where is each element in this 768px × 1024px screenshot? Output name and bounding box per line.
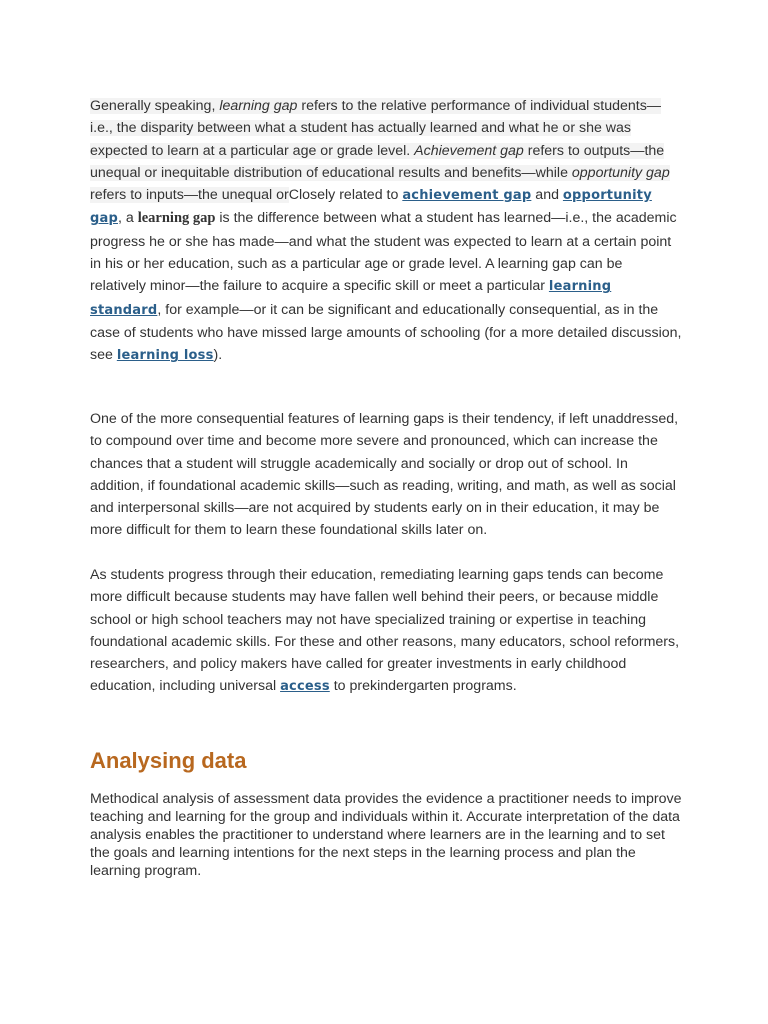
paragraph-analysing-data: Methodical analysis of assessment data provides the evidence a practitioner needs to improve teaching and learning for the group and individuals within it. Accurate interpretation of the data analysis enables the practitioner to understand where learners are in the learning and to set the goals and learning intentions for the next steps in the learning process and plan the learning program. — [90, 791, 682, 879]
link-access[interactable]: access — [280, 679, 330, 695]
link-learning-loss[interactable]: learning loss — [116, 348, 214, 364]
link-learning-standard[interactable]: learning standard — [90, 279, 612, 318]
section-heading-analysing-data: Analysing data — [90, 748, 247, 773]
paragraph-consequences: One of the more consequential features of learning gaps is their tendency, if left unaddressed, to compound over time and become more severe and pronounced, which can increase the chances that a student will struggle academically and socially or drop out of school. In addition, if foundational academic skills—such as reading, writing, and math, as well as social and interpersonal skills—are not acquired by students early on in their education, it may be more difficult for them to learn these foundational skills later on. — [90, 411, 679, 539]
link-achievement-gap[interactable]: achievement gap — [402, 188, 532, 204]
paragraph-remediation: As students progress through their education, remediating learning gaps tends can become more difficult because students may have fallen well behind their peers, or because middle school or high school teachers may not have specialized training or expertise in teaching foundational academic skills. For these and other reasons, many educators, school reformers, researchers, and policy makers have called for greater investments in early childhood education, including universal access to prekindergarten programs. — [90, 567, 680, 695]
paragraph-learning-gap-definition: Generally speaking, learning gap refers to the relative performance of individual students—i.e., the disparity between what a student has actually learned and what he or she was expected to learn at a particular age or grade level. Achievement gap refers to outputs—the unequal or inequitable distribution of educational results and benefits—while opportunity gap refers to inputs—the unequal orClosely related to achievement gap and opportunity gap, a learning gap is the difference between what a student has learned—i.e., the academic progress he or she has made—and what the student was expected to learn at a certain point in his or her education, such as a particular age or grade level. A learning gap can be relatively minor—the failure to acquire a specific skill or meet a particular learning standard, for example—or it can be significant and educationally consequential, as in the case of students who have missed large amounts of schooling (for a more detailed discussion, see learning loss). — [90, 98, 682, 364]
highlighted-passage: Generally speaking, learning gap refers to the relative performance of individual students—i.e., the disparity between what a student has actually learned and what he or she was expected to learn at a particular age or grade level. Achievement gap refers to outputs—the unequal or inequitable distribution of educational results and benefits—while opportunity gap refers to inputs—the unequal or — [90, 98, 670, 204]
link-opportunity-gap[interactable]: opportunity gap — [90, 188, 652, 227]
term-learning-gap: learning gap — [137, 210, 216, 227]
